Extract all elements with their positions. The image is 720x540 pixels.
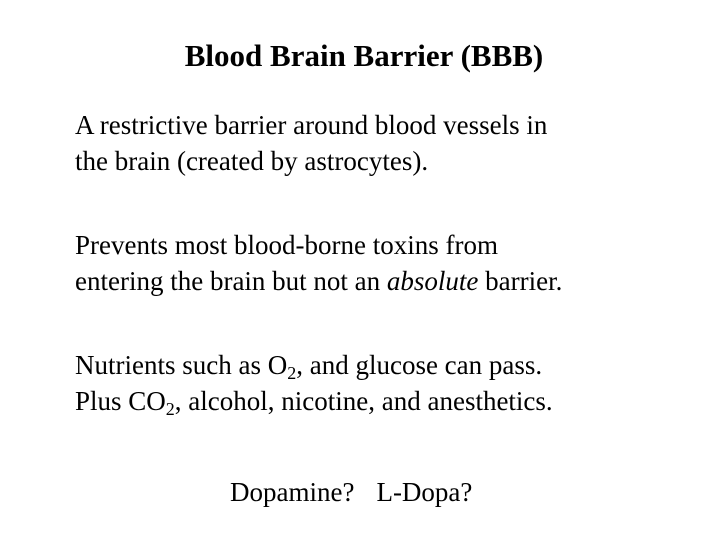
text-line: A restrictive barrier around blood vessels in	[75, 110, 548, 140]
italic-emphasis: absolute	[386, 266, 479, 296]
question-dopamine: Dopamine?	[230, 477, 355, 507]
paragraph-function	[75, 227, 715, 299]
text-run: entering the brain but not an	[75, 266, 387, 296]
text-line	[75, 347, 715, 383]
paragraph-nutrients	[75, 347, 715, 419]
subscript: 2	[287, 363, 297, 383]
slide-title: Blood Brain Barrier (BBB)	[184, 38, 544, 73]
question-row	[230, 474, 472, 510]
text-line: Prevents most blood-borne toxins from	[75, 230, 498, 260]
text-run: , and glucose can pass.	[296, 350, 543, 380]
text-run: , alcohol, nicotine, and anesthetics.	[174, 386, 553, 416]
subscript: 2	[165, 399, 175, 419]
question-l-dopa: L-Dopa?	[376, 477, 473, 507]
text-line	[75, 383, 715, 419]
paragraph-definition	[75, 107, 715, 179]
text-run: Plus CO	[75, 386, 166, 416]
text-line: the brain (created by astrocytes).	[75, 146, 429, 176]
text-run: Nutrients such as O	[75, 350, 288, 380]
text-run: barrier.	[478, 266, 563, 296]
text-line	[75, 263, 715, 299]
